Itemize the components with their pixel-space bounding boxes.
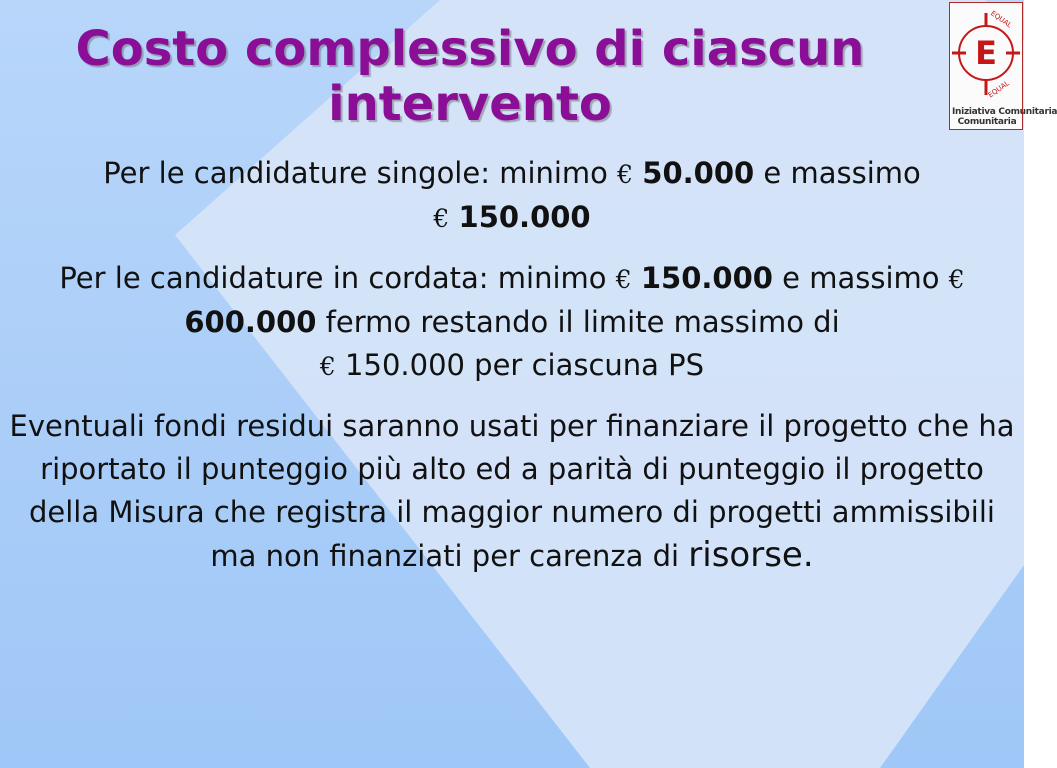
p1-min-amount: 50.000 [642, 156, 755, 190]
p2-max-amount: 600.000 [184, 305, 317, 339]
p1-middle: e massimo [754, 156, 921, 190]
p2-middle: e massimo [772, 261, 949, 295]
p2-prefix: Per le candidature in cordata: minimo [59, 261, 616, 295]
p1-max-amount: 150.000 [458, 200, 591, 234]
p1-prefix: Per le candidature singole: minimo [103, 156, 618, 190]
logo-ring-text-top: EQUAL [989, 9, 1014, 30]
euro-symbol: € [319, 352, 336, 381]
euro-symbol: € [948, 265, 965, 294]
euro-symbol: € [617, 160, 634, 189]
logo-letter: E [975, 34, 997, 72]
equal-e-logo-icon [950, 3, 1022, 107]
equal-logo [949, 2, 1057, 130]
p2-suffix: fermo restando il limite massimo di [316, 305, 840, 339]
logo-caption-line1: Iniziativa Comunitaria [952, 107, 1057, 117]
paragraph-joint-applications [8, 257, 1016, 388]
euro-symbol: € [615, 265, 632, 294]
paragraph-single-applications [8, 152, 1016, 240]
p2-tail: 150.000 per ciascuna PS [335, 348, 705, 382]
euro-symbol: € [433, 204, 450, 233]
p3-text: Eventuali fondi residui saranno usati per finanziare il progetto che ha riportato il punteggio più alto ed a parità di punteggio il progetto della Misura che registra il maggior numero di progetti ammissibili ma non finanziati per carenza di [9, 409, 1015, 573]
logo-ring-text-bottom: EQUAL [986, 79, 1011, 100]
p3-last-word: risorse. [688, 535, 814, 575]
logo-caption-line2: Comunitaria [957, 117, 1017, 127]
p2-min-amount: 150.000 [640, 261, 773, 295]
paragraph-residual-funds [8, 405, 1016, 578]
slide-body [8, 152, 1016, 595]
slide-title: Costo complessivo di ciascun intervento [75, 21, 865, 132]
